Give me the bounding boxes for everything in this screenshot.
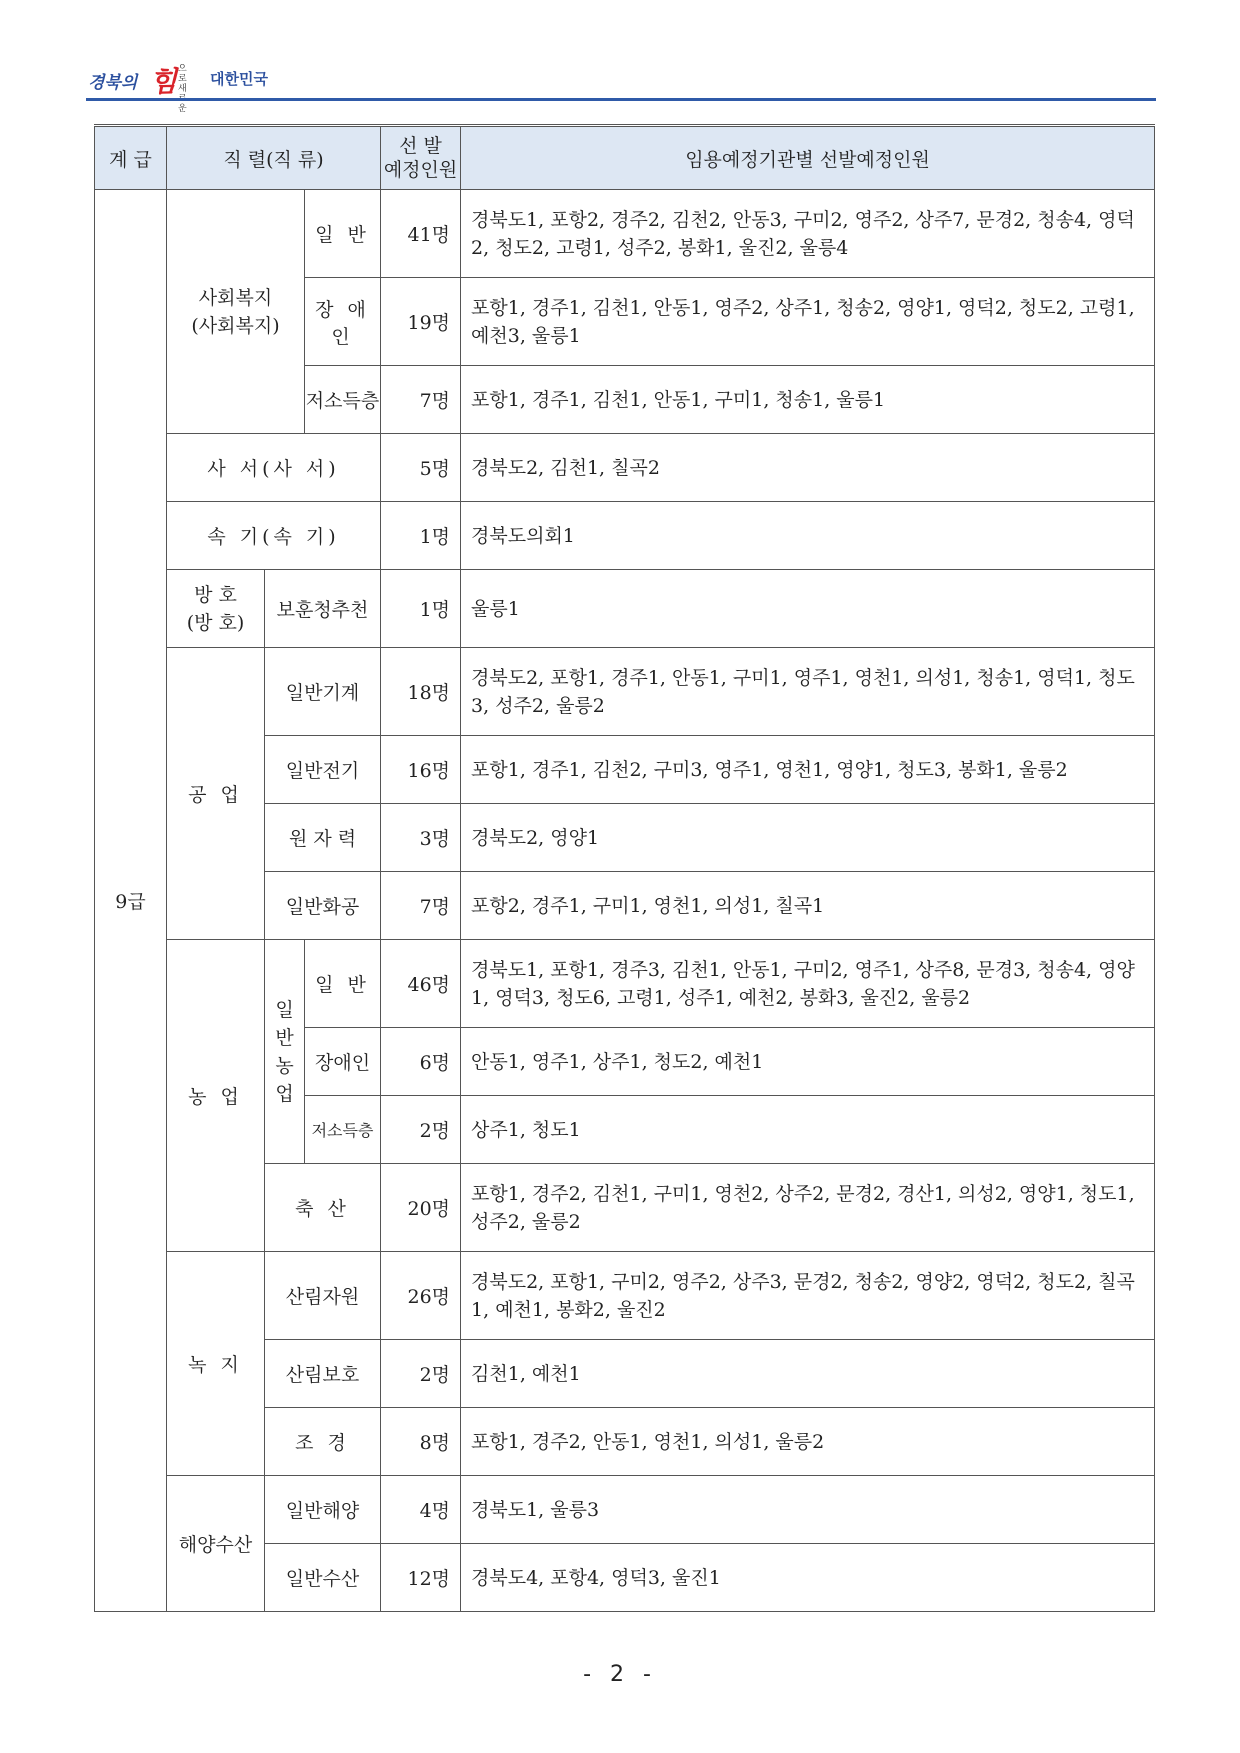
logo-text-main: 경북의 [88, 73, 138, 93]
series-group-cell: 농 업 [167, 940, 265, 1252]
series-group-cell: 사회복지 (사회복지) [167, 190, 305, 434]
count-cell: 46명 [381, 940, 461, 1028]
subseries-cell: 일반수산 [265, 1544, 381, 1612]
count-cell: 2명 [381, 1340, 461, 1408]
distribution-cell: 포항2, 경주1, 구미1, 영천1, 의성1, 칠곡1 [461, 872, 1155, 940]
series-group-cell: 속 기(속 기) [167, 502, 381, 570]
count-cell: 12명 [381, 1544, 461, 1612]
subseries-cell: 일 반 [305, 190, 381, 278]
subseries-cell: 축 산 [265, 1164, 381, 1252]
series-group-cell: 방 호 (방 호) [167, 570, 265, 648]
subseries-cell: 일반해양 [265, 1476, 381, 1544]
count-cell: 41명 [381, 190, 461, 278]
logo-text-tail: 대한민국 [210, 70, 268, 88]
count-cell: 19명 [381, 278, 461, 366]
recruitment-table [94, 124, 1155, 1612]
header-grade: 계 급 [95, 126, 167, 190]
count-cell: 16명 [381, 736, 461, 804]
count-cell: 3명 [381, 804, 461, 872]
subseries-cell: 산림보호 [265, 1340, 381, 1408]
table-header-row [95, 126, 1155, 190]
series-group-cell: 해양수산 [167, 1476, 265, 1612]
header-series: 직 렬(직 류) [167, 126, 381, 190]
count-cell: 1명 [381, 570, 461, 648]
table-row [95, 570, 1155, 648]
series-mid-cell: 일 반 농 업 [265, 940, 305, 1164]
distribution-cell: 경북도4, 포항4, 영덕3, 울진1 [461, 1544, 1155, 1612]
table-row [95, 1252, 1155, 1340]
subseries-cell: 장애인 [305, 1028, 381, 1096]
distribution-cell: 포항1, 경주1, 김천2, 구미3, 영주1, 영천1, 영양1, 청도3, 봉화1, 울릉2 [461, 736, 1155, 804]
subseries-cell: 저소득층 [305, 366, 381, 434]
count-cell: 20명 [381, 1164, 461, 1252]
page-number: - 2 - [583, 1662, 657, 1687]
distribution-cell: 경북도1, 포항1, 경주3, 김천1, 안동1, 구미2, 영주1, 상주8, 문경3, 청송4, 영양1, 영덕3, 청도6, 고령1, 성주1, 예천2, 봉화3, 울진2, 울릉2 [461, 940, 1155, 1028]
distribution-cell: 안동1, 영주1, 상주1, 청도2, 예천1 [461, 1028, 1155, 1096]
table-row [95, 434, 1155, 502]
distribution-cell: 상주1, 청도1 [461, 1096, 1155, 1164]
distribution-cell: 포항1, 경주2, 안동1, 영천1, 의성1, 울릉2 [461, 1408, 1155, 1476]
count-cell: 26명 [381, 1252, 461, 1340]
subseries-cell: 일반기계 [265, 648, 381, 736]
count-cell: 7명 [381, 366, 461, 434]
count-cell: 1명 [381, 502, 461, 570]
count-cell: 8명 [381, 1408, 461, 1476]
distribution-cell: 경북도2, 영양1 [461, 804, 1155, 872]
distribution-cell: 경북도2, 김천1, 칠곡2 [461, 434, 1155, 502]
distribution-cell: 경북도의회1 [461, 502, 1155, 570]
table-row [95, 1476, 1155, 1544]
subseries-cell: 일반화공 [265, 872, 381, 940]
distribution-cell: 경북도1, 울릉3 [461, 1476, 1155, 1544]
distribution-cell: 포항1, 경주1, 김천1, 안동1, 영주2, 상주1, 청송2, 영양1, 영덕2, 청도2, 고령1, 예천3, 울릉1 [461, 278, 1155, 366]
grade-cell: 9급 [95, 190, 167, 1612]
header-distribution: 임용예정기관별 선발예정인원 [461, 126, 1155, 190]
series-group-cell: 사 서(사 서) [167, 434, 381, 502]
subseries-cell: 장 애 인 [305, 278, 381, 366]
distribution-cell: 울릉1 [461, 570, 1155, 648]
distribution-cell: 경북도1, 포항2, 경주2, 김천2, 안동3, 구미2, 영주2, 상주7, 문경2, 청송4, 영덕2, 청도2, 고령1, 성주2, 봉화1, 울진2, 울릉4 [461, 190, 1155, 278]
count-cell: 5명 [381, 434, 461, 502]
subseries-cell: 조 경 [265, 1408, 381, 1476]
distribution-cell: 김천1, 예천1 [461, 1340, 1155, 1408]
distribution-cell: 경북도2, 포항1, 경주1, 안동1, 구미1, 영주1, 영천1, 의성1, 청송1, 영덕1, 청도3, 성주2, 울릉2 [461, 648, 1155, 736]
distribution-cell: 포항1, 경주1, 김천1, 안동1, 구미1, 청송1, 울릉1 [461, 366, 1155, 434]
subseries-cell: 일반전기 [265, 736, 381, 804]
table-row [95, 502, 1155, 570]
count-cell: 6명 [381, 1028, 461, 1096]
count-cell: 2명 [381, 1096, 461, 1164]
series-group-cell: 녹 지 [167, 1252, 265, 1476]
count-cell: 18명 [381, 648, 461, 736]
subseries-cell: 보훈청추천 [265, 570, 381, 648]
distribution-cell: 경북도2, 포항1, 구미2, 영주2, 상주3, 문경2, 청송2, 영양2, 영덕2, 청도2, 칠곡1, 예천1, 봉화2, 울진2 [461, 1252, 1155, 1340]
logo-mark: 힘 [150, 65, 178, 98]
series-group-cell: 공 업 [167, 648, 265, 940]
subseries-cell: 저소득층 [305, 1096, 381, 1164]
distribution-cell: 포항1, 경주2, 김천1, 구미1, 영천2, 상주2, 문경2, 경산1, 의성2, 영양1, 청도1, 성주2, 울릉2 [461, 1164, 1155, 1252]
header-divider [86, 98, 1156, 101]
subseries-cell: 일 반 [305, 940, 381, 1028]
table-row [95, 190, 1155, 278]
table-row [95, 648, 1155, 736]
subseries-cell: 원 자 력 [265, 804, 381, 872]
subseries-cell: 산림자원 [265, 1252, 381, 1340]
count-cell: 7명 [381, 872, 461, 940]
table-row [95, 940, 1155, 1028]
count-cell: 4명 [381, 1476, 461, 1544]
header-count: 선 발 예정인원 [381, 126, 461, 190]
logo-text-small: 으로 새 운 [178, 64, 187, 114]
